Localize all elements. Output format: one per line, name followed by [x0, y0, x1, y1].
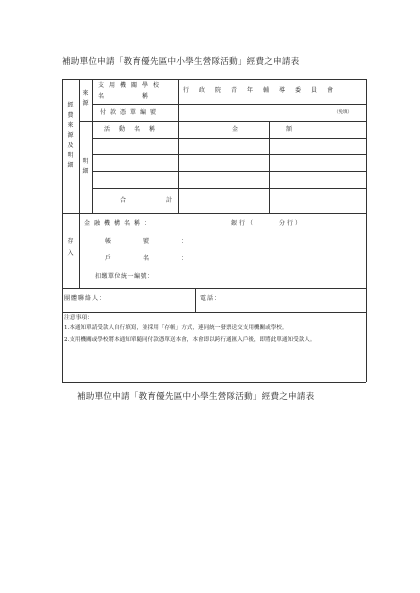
tax-id-field[interactable]: [182, 271, 362, 283]
phone-label: 電話：: [200, 295, 222, 302]
contact-person-label: 團體聯絡人：: [64, 295, 107, 302]
bank-name-value[interactable]: 銀行（ 分行）: [231, 220, 304, 227]
detail-label: 明細: [82, 158, 89, 175]
tax-id-label: 扣繳單位統一編號：: [95, 273, 154, 280]
voucher-label: 付款憑單編號: [100, 109, 161, 116]
contact-person-field[interactable]: [112, 291, 192, 309]
activity-entry-row[interactable]: [93, 172, 268, 187]
total-label: 合計: [120, 197, 213, 204]
account-holder-label: 戶名：: [105, 255, 220, 262]
form-title: 補助單位申請「教育優先區中小學生營隊活動」經費之申請表: [62, 57, 300, 67]
amount-entry-field[interactable]: [270, 155, 365, 170]
bank-name-label: 金融機構名稱：: [84, 220, 155, 227]
activity-name-header: 活動名稱: [104, 126, 165, 133]
account-holder-field[interactable]: [182, 253, 362, 265]
application-form-table: [62, 79, 366, 382]
org-name: 行政院青年輔導委員會: [183, 87, 344, 94]
notes-heading: 注意事項：: [64, 315, 93, 321]
activity-entry-row[interactable]: [93, 139, 268, 153]
activity-entry-row[interactable]: [93, 155, 268, 170]
school-name-label-suffix: 名稱: [98, 93, 187, 100]
form-title-repeat: 補助單位申請「教育優先區中小學生營隊活動」經費之申請表: [77, 392, 315, 402]
source-label: 來源: [82, 90, 89, 107]
school-name-label: 支用機關學校: [98, 82, 165, 89]
note-item: 2.支用機關或學校將本通知單隨同付款憑單送本會，本會即以跨行通匯入戶後，即將此單通知受款人。: [64, 337, 316, 343]
account-number-label: 帳號：: [105, 238, 220, 245]
phone-field[interactable]: [227, 291, 362, 309]
voucher-note: （免填）: [334, 110, 352, 115]
amount-entry-field[interactable]: [270, 172, 365, 187]
note-item: 1.本通知單請受款人自行填寫，並採用「存帳」方式，連同統一發票送交支用機關或學校。: [64, 325, 288, 331]
amount-entry-field[interactable]: [270, 139, 365, 153]
account-number-field[interactable]: [182, 236, 362, 248]
amount-header: 金額: [232, 126, 341, 133]
deposit-heading: 存入: [67, 238, 74, 257]
total-amount-field[interactable]: [270, 189, 365, 212]
funding-source-heading: 經費來源及明細: [67, 102, 74, 169]
